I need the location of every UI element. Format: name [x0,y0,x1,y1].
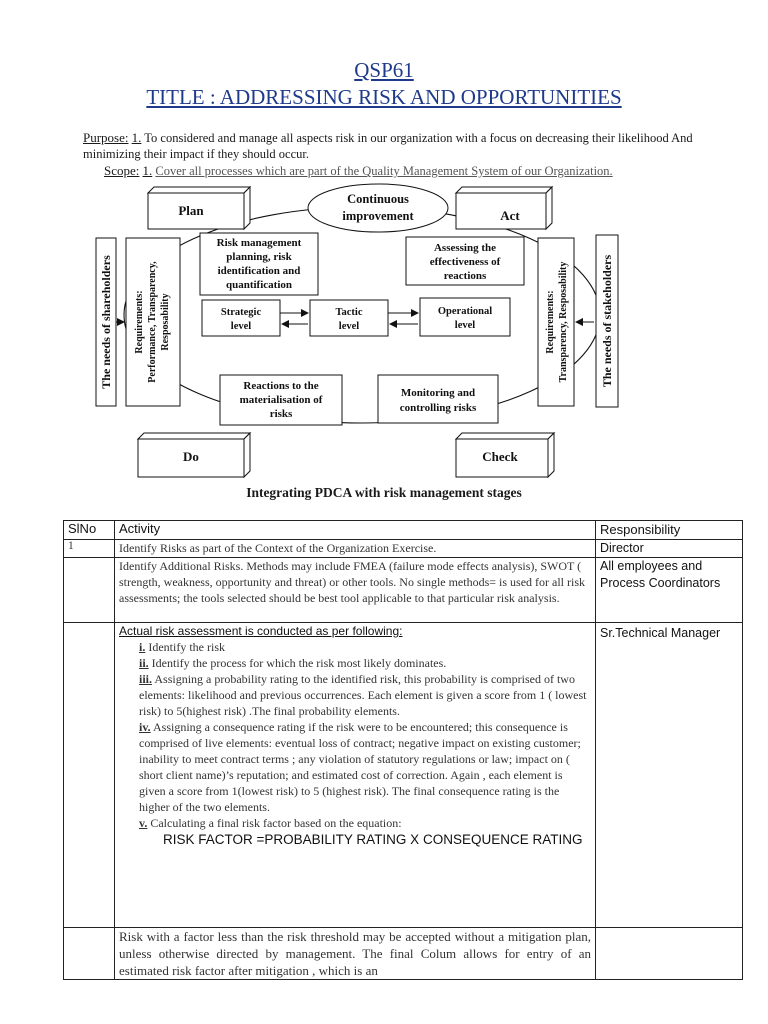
req-left-line1: Requirements: [134,290,145,354]
req-left-line3: Resposability [160,293,171,351]
assessing-box [406,237,524,285]
act-label: Act [500,208,520,223]
diagram-caption: Integrating PDCA with risk management stages [246,485,522,500]
check-label: Check [482,449,518,464]
table-row [64,540,743,558]
step-v: v. Calculating a final risk factor based on the equation: [139,816,402,830]
operational-line2: level [454,320,476,331]
step-i: i. Identify the risk [139,640,225,654]
step-ii: ii. Identify the process for which the risk most likely dominates. [139,656,447,670]
risk-factor-equation: RISK FACTOR =PROBABILITY RATING X CONSEQUENCE RATING [163,832,583,847]
assessing-line1: Assessing the [433,242,497,254]
risk-planning-line1: Risk management [216,237,302,249]
tactic-line2: level [338,321,360,332]
row3-activity [115,623,596,928]
table-header-row [64,521,743,540]
row3-heading: Actual risk assessment is conducted as per following: [119,624,403,638]
step-iii: iii. Assigning a probability rating to the identified risk, this probability is comprised of two elements: likelihood and previous occurrences. Each element is given a score from 1 ( lowest risk) to 5(highest risk) .The final probability elements. [139,672,587,718]
row1-slno: 1 [64,540,115,558]
risk-planning-line4: quantification [225,279,293,291]
risk-planning-line3: identification and [217,265,301,277]
operational-line1: Operational [437,306,493,317]
act-box [456,187,552,229]
purpose-paragraph [83,130,703,162]
strategic-line1: Strategic [220,307,262,318]
req-left-line2: Performance, Transparency, [147,261,158,383]
table-row [64,928,743,980]
continuous-improvement [308,184,448,232]
reactions-line2: materialisation of [239,394,323,406]
risk-planning-line2: planning, risk [226,251,292,263]
monitoring-box [378,375,498,423]
activity-table [63,520,743,980]
table-row [64,623,743,928]
monitoring-line2: controlling risks [399,402,477,414]
monitoring-line1: Monitoring and [400,387,476,399]
scope-text: Cover all processes which are part of the Quality Management System of our Organization. [155,164,613,178]
scope-label: Scope: [104,163,140,178]
tactic-level-box [310,300,388,336]
continuous-line2: improvement [342,209,414,223]
scope-paragraph [104,163,613,179]
pdca-diagram [92,183,632,478]
shareholders-box [96,238,116,406]
stakeholders-box [596,235,618,407]
operational-level-box [420,298,510,336]
strategic-line2: level [230,321,252,332]
document-title: TITLE : ADDRESSING RISK AND OPPORTUNITIES [146,85,622,109]
header-slno: SlNo [64,521,115,540]
assessing-line3: reactions [443,270,487,282]
stakeholders-label: The needs of stakeholders [600,254,614,388]
row2-activity: Identify Additional Risks. Methods may include FMEA (failure mode effects analysis), SWOT ( strength, weakness, opportunity and threat) or other tools. No single methods= is used for all risk assessments; the tools selected should be best tool applicable to that particular risk analysis. [115,558,596,623]
req-left-box [126,238,180,406]
tactic-line1: Tactic [335,307,363,318]
assessing-line2: effectiveness of [429,256,501,268]
table-row [64,558,743,623]
row1-responsibility: Director [596,540,743,558]
row2-responsibility: All employees and Process Coordinators [596,558,743,623]
do-label: Do [183,449,199,464]
reactions-box [220,375,342,425]
header-activity: Activity [115,521,596,540]
check-box [456,433,554,477]
document-code: QSP61 [354,58,414,82]
reactions-line1: Reactions to the [243,380,319,392]
reactions-line3: risks [269,408,293,420]
purpose-label: Purpose: [83,130,129,145]
scope-number: 1. [142,163,153,178]
plan-box [148,187,250,229]
strategic-level-box [202,300,280,336]
row1-activity: Identify Risks as part of the Context of the Organization Exercise. [115,540,596,558]
req-right-line2: Transparency, Resposability [558,261,569,383]
req-right-line1: Requirements: [545,290,556,354]
shareholders-label: The needs of shareholders [99,255,113,389]
header-responsibility: Responsibility [596,521,743,540]
risk-planning-box [200,233,318,295]
step-iv: iv. Assigning a consequence rating if the risk were to be encountered; this consequence is comprised of live elements: eventual loss of contract; negative impact on existing customer; inability to meet contract terms ; any violation of statutory regulations or law; impact on ( short client name)’s reputation; and estimated cost of correction. Again , each element is given a score from 1(lowest risk) to 5 (highest risk). The final consequence rating is the higher of the two elements. [139,720,581,814]
continuous-line1: Continuous [347,192,409,206]
plan-label: Plan [178,203,204,218]
row4-activity: Risk with a factor less than the risk threshold may be accepted without a mitigation plan, unless otherwise directed by management. The final Colum allows for entry of an estimated risk factor after mitigation , which is an [115,928,596,980]
row3-responsibility: Sr.Technical Manager [596,623,743,928]
do-box [138,433,250,477]
purpose-text: To considered and manage all aspects risk in our organization with a focus on decreasing their likelihood And minimizing their impact if they should occur. [83,131,693,161]
req-right-box [538,238,574,406]
purpose-number: 1. [131,130,142,145]
